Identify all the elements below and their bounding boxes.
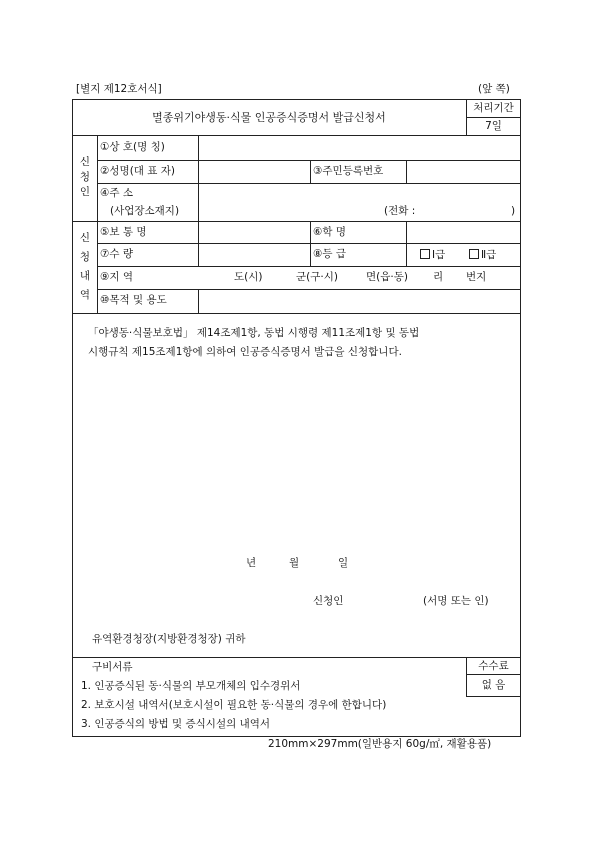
processing-period-value: 7일 [485, 120, 502, 132]
quantity-field[interactable] [199, 244, 309, 265]
document-item-2: 2. 보호시설 내역서(보호시설이 필요한 동·식물의 경우에 한합니다) [81, 699, 387, 711]
documents-title: 구비서류 [92, 661, 133, 673]
purpose-field[interactable] [199, 290, 519, 312]
frame-top [72, 99, 521, 100]
date-month: 월 [289, 557, 300, 569]
region-myeon: 면(읍·동) [366, 271, 408, 283]
page-side: (앞 쪽) [478, 83, 510, 95]
resident-number-label: ③주민등록번호 [313, 165, 384, 177]
addressee: 유역환경청장(지방환경청장) 귀하 [92, 633, 246, 645]
scientific-name-field[interactable] [407, 222, 519, 242]
date-day: 일 [338, 557, 349, 569]
frame-bottom [72, 736, 521, 737]
document-item-1: 1. 인공증식된 동·식물의 부모개체의 입수경위서 [81, 680, 301, 692]
fee-label: 수수료 [478, 660, 509, 672]
address-field[interactable] [199, 184, 519, 220]
grade-label: ⑧등 급 [313, 248, 347, 260]
document-item-3: 3. 인공증식의 방법 및 증식시설의 내역서 [81, 718, 270, 730]
statement-line-2: 시행규칙 제15조제1항에 의하여 인공증식증명서 발급을 신청합니다. [88, 346, 402, 358]
grade-2-checkbox[interactable] [469, 249, 479, 259]
applicant-section-label: 신 청 인 [79, 156, 91, 198]
phone-close: ) [511, 205, 516, 217]
grade-option-1[interactable]: Ⅰ급 [420, 249, 445, 261]
date-year: 년 [246, 557, 257, 569]
region-gun: 군(구·시) [296, 271, 338, 283]
representative-field[interactable] [199, 161, 309, 182]
frame-right [520, 99, 521, 737]
fee-value: 없 음 [481, 679, 506, 691]
statement-line-1: 「야생동·식물보호법」 제14조제1항, 동법 시행령 제11조제1항 및 동법 [88, 327, 420, 339]
scientific-name-label: ⑥학 명 [313, 226, 347, 238]
common-name-label: ⑤보 통 명 [100, 226, 147, 238]
form-title: 멸종위기야생동·식물 인공증식증명서 발급신청서 [152, 111, 386, 124]
paper-spec: 210mm×297mm(일반용지 60g/㎡, 재활용품) [268, 738, 492, 750]
details-section-label: 신 청 내 역 [79, 232, 91, 301]
trade-name-label: ①상 호(명 칭) [100, 141, 165, 153]
region-do: 도(시) [234, 271, 263, 283]
processing-period-label: 처리기간 [473, 102, 514, 114]
address-label: ④주 소 [100, 187, 134, 199]
trade-name-field[interactable] [199, 136, 519, 159]
region-beonji: 번지 [466, 271, 487, 283]
grade-1-checkbox[interactable] [420, 249, 430, 259]
common-name-field[interactable] [199, 222, 309, 242]
quantity-label: ⑦수 량 [100, 248, 134, 260]
representative-label: ②성명(대 표 자) [100, 165, 175, 177]
applicant-sign-label: 신청인 [313, 595, 344, 607]
sign-or-seal-note: (서명 또는 인) [423, 595, 489, 607]
region-ri: 리 [433, 271, 444, 283]
resident-number-field[interactable] [407, 161, 519, 182]
purpose-label: ⑩목적 및 용도 [100, 294, 167, 306]
grade-option-2[interactable]: Ⅱ급 [469, 249, 496, 261]
region-label: ⑨지 역 [100, 271, 134, 283]
address-sub-label: (사업장소재지) [110, 205, 180, 217]
phone-label: (전화 : [384, 205, 416, 217]
form-id: [별지 제12호서식] [76, 83, 162, 95]
